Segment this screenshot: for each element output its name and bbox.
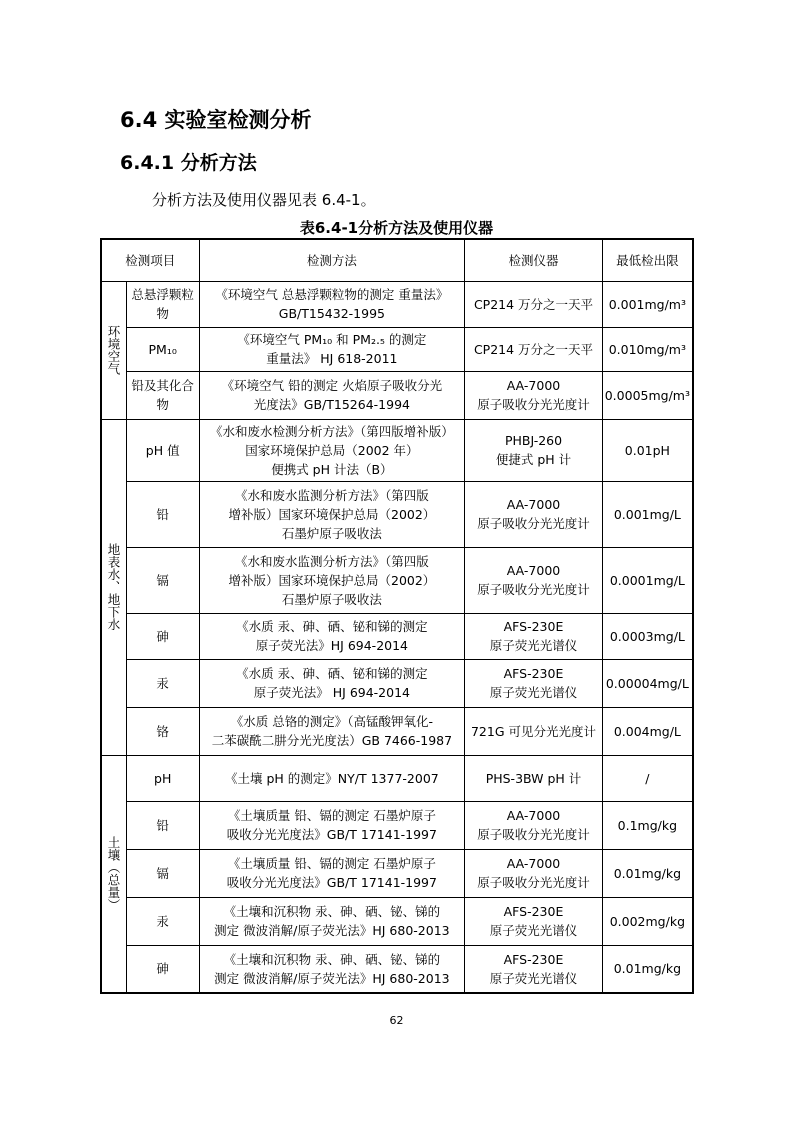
limit-cell: 0.001mg/L [602,481,693,547]
table-row [101,371,693,419]
item-cell: 砷 [126,613,199,659]
table-row [101,419,693,481]
limit-cell: 0.0001mg/L [602,547,693,613]
limit-cell: 0.002mg/kg [602,897,693,945]
instrument-cell: PHBJ-260 便捷式 pH 计 [465,419,602,481]
table-row [101,481,693,547]
table-row [101,707,693,755]
table-row [101,801,693,849]
method-cell: 《土壤质量 铅、镉的测定 石墨炉原子 吸收分光光度法》GB/T 17141-1997 [199,849,465,897]
category-label: 地表水、地下水 [106,543,121,631]
item-cell: 铅及其化合物 [126,371,199,419]
table-row [101,659,693,707]
method-cell: 《水和废水监测分析方法》（第四版 增补版）国家环境保护总局（2002） 石墨炉原子吸收法 [199,547,465,613]
item-cell: 铅 [126,801,199,849]
category-cell [101,755,126,993]
item-cell: 砷 [126,945,199,993]
table-row [101,849,693,897]
table-caption: 表6.4-1分析方法及使用仪器 [299,219,494,237]
item-cell: pH 值 [126,419,199,481]
table-row [101,613,693,659]
method-cell: 《环境空气 总悬浮颗粒物的测定 重量法》 GB/T15432-1995 [199,281,465,327]
item-cell: 汞 [126,659,199,707]
table-row [101,547,693,613]
limit-cell: 0.00004mg/L [602,659,693,707]
item-cell: 总悬浮颗粒物 [126,281,199,327]
method-cell: 《环境空气 PM₁₀ 和 PM₂.₅ 的测定 重量法》 HJ 618-2011 [199,327,465,371]
instrument-cell: PHS-3BW pH 计 [465,755,602,801]
limit-cell: 0.01pH [602,419,693,481]
category-cell [101,419,126,755]
instrument-cell: AA-7000 原子吸收分光光度计 [465,801,602,849]
limit-cell: 0.1mg/kg [602,801,693,849]
method-cell: 《水质 汞、砷、硒、铋和锑的测定 原子荧光法》HJ 694-2014 [199,613,465,659]
subsection-heading: 6.4.1 分析方法 [120,152,257,174]
instrument-cell: AFS-230E 原子荧光光谱仪 [465,659,602,707]
limit-cell: 0.004mg/L [602,707,693,755]
section-heading: 6.4 实验室检测分析 [120,108,312,132]
table-row [101,755,693,801]
item-cell: 铬 [126,707,199,755]
method-cell: 《土壤质量 铅、镉的测定 石墨炉原子 吸收分光光度法》GB/T 17141-1997 [199,801,465,849]
table-header-row [101,239,693,281]
header-instrument: 检测仪器 [465,239,602,281]
limit-cell: 0.010mg/m³ [602,327,693,371]
instrument-cell: AFS-230E 原子荧光光谱仪 [465,613,602,659]
item-cell: 镉 [126,849,199,897]
limit-cell: 0.0005mg/m³ [602,371,693,419]
category-label: 环境空气 [106,325,121,375]
limit-cell: / [602,755,693,801]
limit-cell: 0.01mg/kg [602,945,693,993]
instrument-cell: CP214 万分之一天平 [465,327,602,371]
methods-table [100,238,694,994]
item-cell: 镉 [126,547,199,613]
instrument-cell: AA-7000 原子吸收分光光度计 [465,371,602,419]
method-cell: 《土壤和沉积物 汞、砷、硒、铋、锑的 测定 微波消解/原子荧光法》HJ 680-2013 [199,945,465,993]
method-cell: 《水质 总铬的测定》（高锰酸钾氧化- 二苯碳酰二肼分光光度法）GB 7466-1987 [199,707,465,755]
intro-paragraph: 分析方法及使用仪器见表 6.4-1。 [152,191,376,209]
item-cell: PM₁₀ [126,327,199,371]
instrument-cell: AFS-230E 原子荧光光谱仪 [465,897,602,945]
instrument-cell: AFS-230E 原子荧光光谱仪 [465,945,602,993]
instrument-cell: AA-7000 原子吸收分光光度计 [465,481,602,547]
table-row [101,327,693,371]
table-row [101,945,693,993]
page-number: 62 [389,1014,404,1027]
method-cell: 《水和废水检测分析方法》（第四版增补版） 国家环境保护总局（2002 年） 便携式 pH 计法（B） [199,419,465,481]
instrument-cell: AA-7000 原子吸收分光光度计 [465,849,602,897]
method-cell: 《土壤 pH 的测定》NY/T 1377-2007 [199,755,465,801]
instrument-cell: CP214 万分之一天平 [465,281,602,327]
table-row [101,281,693,327]
table-row [101,897,693,945]
header-limit: 最低检出限 [602,239,693,281]
category-cell [101,281,126,419]
item-cell: pH [126,755,199,801]
category-label: 土壤（总量） [106,836,121,912]
instrument-cell: AA-7000 原子吸收分光光度计 [465,547,602,613]
limit-cell: 0.0003mg/L [602,613,693,659]
method-cell: 《水质 汞、砷、硒、铋和锑的测定 原子荧光法》 HJ 694-2014 [199,659,465,707]
method-cell: 《水和废水监测分析方法》（第四版 增补版）国家环境保护总局（2002） 石墨炉原子吸收法 [199,481,465,547]
header-item: 检测项目 [101,239,199,281]
limit-cell: 0.001mg/m³ [602,281,693,327]
header-method: 检测方法 [199,239,465,281]
method-cell: 《环境空气 铅的测定 火焰原子吸收分光 光度法》GB/T15264-1994 [199,371,465,419]
item-cell: 汞 [126,897,199,945]
item-cell: 铅 [126,481,199,547]
instrument-cell: 721G 可见分光光度计 [465,707,602,755]
limit-cell: 0.01mg/kg [602,849,693,897]
method-cell: 《土壤和沉积物 汞、砷、硒、铋、锑的 测定 微波消解/原子荧光法》HJ 680-2013 [199,897,465,945]
